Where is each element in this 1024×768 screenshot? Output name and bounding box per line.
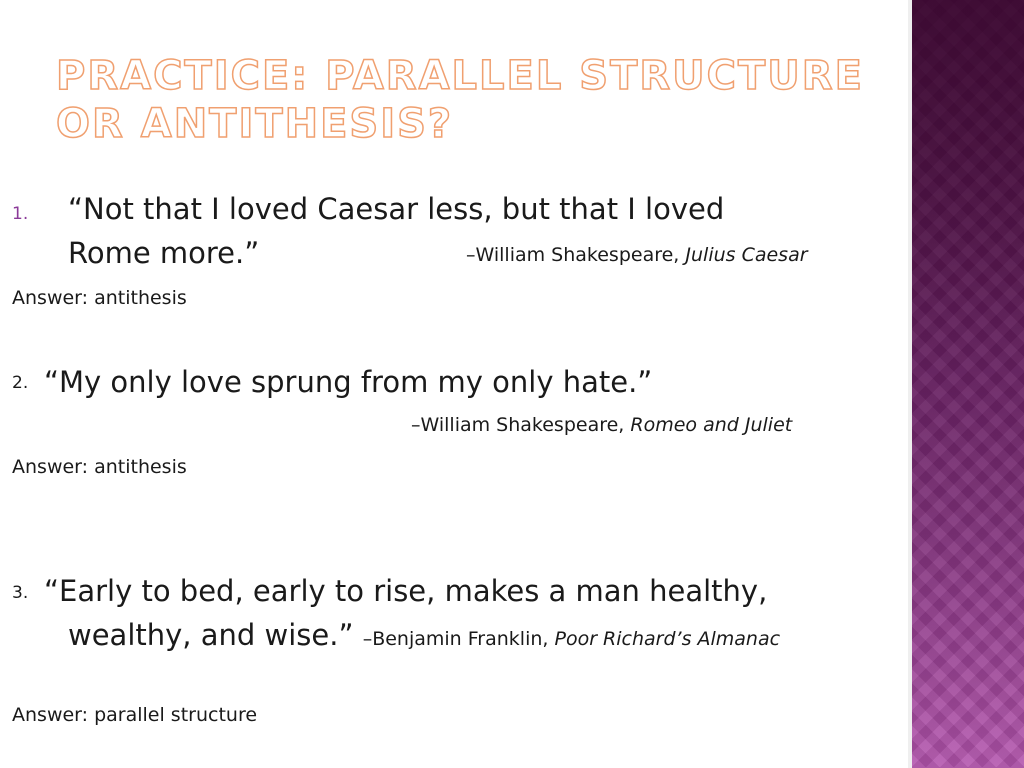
item-1-answer: Answer: antithesis — [12, 287, 187, 309]
item-2-attribution-author: –William Shakespeare, — [411, 414, 631, 436]
slide-title — [56, 52, 864, 148]
item-2-answer: Answer: antithesis — [12, 456, 187, 478]
item-3-quote-line-2 — [68, 614, 780, 660]
item-2-quote-line-1: “My only love sprung from my only hate.” — [44, 365, 653, 399]
item-3-attribution-work: Poor Richard’s Almanac — [554, 628, 781, 650]
item-1-attribution — [466, 244, 808, 266]
item-2-attribution-work: Romeo and Juliet — [630, 414, 793, 436]
slide-title-line-2: OR ANTITHESIS? — [56, 101, 454, 147]
item-1-quote-line-1: “Not that I loved Caesar less, but that I loved — [68, 192, 725, 226]
item-3-attribution-author: –Benjamin Franklin, — [362, 628, 555, 650]
item-3-answer: Answer: parallel structure — [12, 704, 258, 726]
decorative-side-band — [912, 0, 1024, 768]
slide-title-line-1: PRACTICE: PARALLEL STRUCTURE — [56, 53, 864, 99]
item-2-attribution — [411, 414, 792, 436]
item-3-quote-line-1: “Early to bed, early to rise, makes a man healthy, — [44, 574, 768, 608]
item-1-quote-line-2: Rome more.” — [68, 236, 260, 270]
item-1-attribution-author: –William Shakespeare, — [466, 244, 686, 266]
item-3-number: 3. — [12, 583, 29, 603]
item-2-number: 2. — [12, 373, 29, 393]
item-1-number: 1. — [12, 204, 29, 224]
item-3-quote-line-2-text: wealthy, and wise.” — [68, 618, 354, 652]
item-1-attribution-work: Julius Caesar — [685, 244, 808, 266]
item-3-attribution — [363, 628, 780, 650]
